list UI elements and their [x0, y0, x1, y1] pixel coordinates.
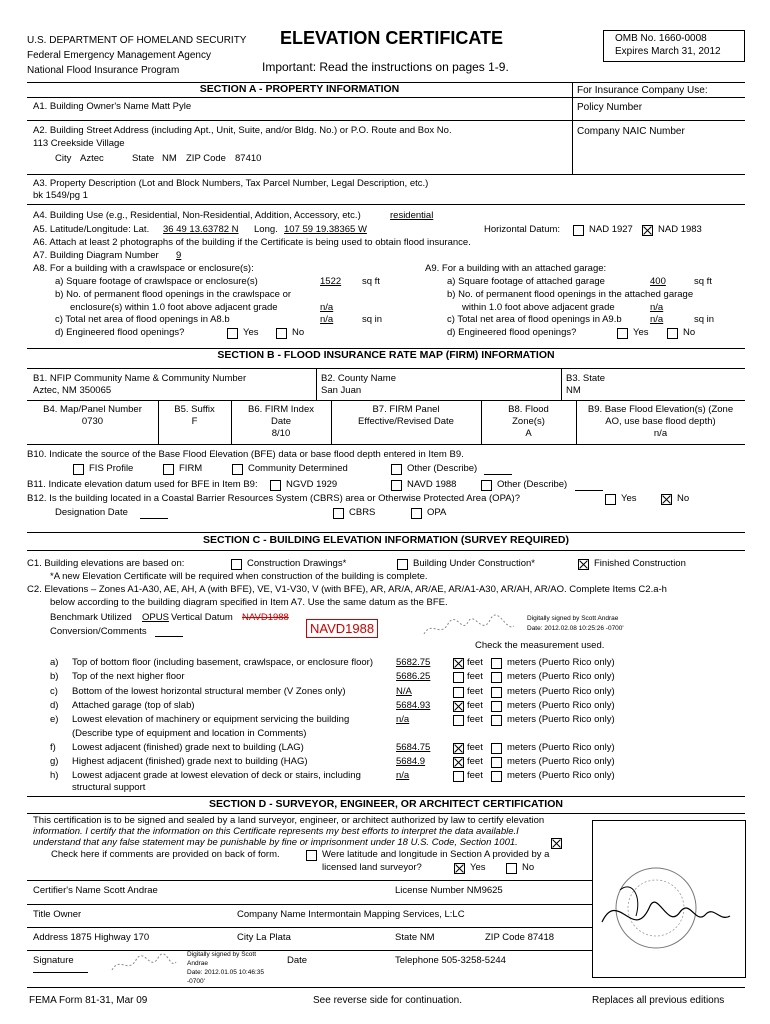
c2-row-feet-checkbox[interactable] [453, 743, 464, 754]
latlong-no-label: No [522, 862, 535, 873]
a9a-value[interactable]: 400 [650, 276, 666, 287]
c2-row-meters-label: meters (Puerto Rico only) [507, 714, 615, 725]
c2-row-feet-checkbox[interactable] [453, 687, 464, 698]
continuation-note: See reverse side for continuation. [313, 995, 462, 1006]
signature-label: Signature [33, 955, 74, 966]
b8-value[interactable]: A [525, 428, 532, 439]
other-describe-checkbox[interactable] [391, 464, 402, 475]
surveyor-seal-signature [596, 826, 742, 972]
b4-value[interactable]: 0730 [81, 416, 104, 427]
c2-row-key: g) [50, 756, 59, 767]
a8d-yes-checkbox[interactable] [227, 328, 238, 339]
b3-label: B3. State [566, 373, 606, 384]
c2-row-feet-label: feet [467, 686, 483, 697]
signature-meta-4: -0700' [187, 978, 205, 985]
c2-row-meters-label: meters (Puerto Rico only) [507, 671, 615, 682]
c2-row-feet-checkbox[interactable] [453, 658, 464, 669]
latlong-yes-checkbox[interactable] [454, 863, 465, 874]
c2-row-key: e) [50, 714, 59, 725]
c2-row-meters-checkbox[interactable] [491, 715, 502, 726]
c2-row-feet-label: feet [467, 671, 483, 682]
c2-row-meters-checkbox[interactable] [491, 743, 502, 754]
agency-line-3: National Flood Insurance Program [27, 65, 180, 76]
section-d-title: SECTION D - SURVEYOR, ENGINEER, OR ARCHITECT CERTIFICATION [209, 798, 563, 810]
instructions-note: Important: Read the instructions on pages 1-9. [262, 60, 509, 74]
agency-line-2: Federal Emergency Management Agency [27, 50, 211, 61]
c2-row-meters-checkbox[interactable] [491, 687, 502, 698]
c2-row-label: Bottom of the lowest horizontal structural member (V Zones only) [72, 686, 346, 697]
certifier-address[interactable]: Address 1875 Highway 170 [33, 932, 150, 943]
a3-label: A3. Property Description (Lot and Block Numbers, Tax Parcel Number, Legal Description, etc.) [33, 178, 429, 189]
b5-value[interactable]: F [191, 416, 198, 427]
c2-row-feet-checkbox[interactable] [453, 771, 464, 782]
a8d-label: d) Engineered flood openings? [55, 327, 185, 338]
b1-value[interactable]: Aztec, NM 350065 [33, 385, 112, 396]
c2e-note: (Describe type of equipment and location in Comments) [72, 728, 307, 739]
c2-row-meters-label: meters (Puerto Rico only) [507, 742, 615, 753]
b11-label: B11. Indicate elevation datum used for BFE in Item B9: [27, 479, 258, 490]
c2-row-key: d) [50, 700, 59, 711]
naic-number-field[interactable]: Company NAIC Number [577, 126, 685, 137]
c2-row-meters-label: meters (Puerto Rico only) [507, 756, 615, 767]
b4-label: B4. Map/Panel Number [43, 404, 142, 415]
firm-label: FIRM [179, 463, 203, 474]
a2-label: A2. Building Street Address (including Apt., Unit, Suite, and/or Bldg. No.) or P.O. Route and Box No. [33, 125, 452, 136]
a5-label: A5. Latitude/Longitude: Lat. [33, 224, 150, 235]
c1-note: *A new Elevation Certificate will be required when construction of the building is complete. [50, 571, 428, 582]
c2-row-value[interactable]: N/A [396, 686, 412, 697]
b2-label: B2. County Name [321, 373, 396, 384]
c2-row-value[interactable]: 5682.75 [396, 657, 431, 668]
a9d-label: d) Engineered flood openings? [447, 327, 577, 338]
c2-row-key: f) [50, 742, 56, 753]
benchmark-value[interactable]: OPUS [142, 612, 169, 623]
certifier-title[interactable]: Title Owner [33, 909, 82, 920]
policy-number-field[interactable]: Policy Number [577, 102, 643, 113]
a2-city-label: City [55, 153, 72, 164]
c2-row-feet-label: feet [467, 742, 483, 753]
c2-label-2: below according to the building diagram specified in Item A7. Use the same datum as the BFE. [50, 597, 448, 608]
certifier-city[interactable]: City La Plata [237, 932, 291, 943]
ngvd1929-checkbox[interactable] [270, 480, 281, 491]
cert-text-2: information. I certify that the information on this Certificate represents my best efforts to interpret the data available.I [33, 826, 519, 837]
cbrs-label: CBRS [349, 507, 376, 518]
cbrs-checkbox[interactable] [333, 508, 344, 519]
community-determined-label: Community Determined [248, 463, 348, 474]
other-datum-checkbox[interactable] [481, 480, 492, 491]
form-number: FEMA Form 81-31, Mar 09 [29, 995, 148, 1006]
conversion-comments-label: Conversion/Comments [50, 626, 147, 637]
navd1988-checkbox[interactable] [391, 480, 402, 491]
b12-yes-label: Yes [621, 493, 637, 504]
c2-row-meters-checkbox[interactable] [491, 658, 502, 669]
a8a-value[interactable]: 1522 [320, 276, 342, 287]
b2-value[interactable]: San Juan [321, 385, 362, 396]
a9b-value[interactable]: n/a [650, 302, 664, 313]
a4-label: A4. Building Use (e.g., Residential, Non-Residential, Addition, Accessory, etc.) [33, 210, 361, 221]
c2-row-label: Highest adjacent (finished) grade next to building (HAG) [72, 756, 308, 767]
a8b-value[interactable]: n/a [320, 302, 334, 313]
a7-label: A7. Building Diagram Number [33, 250, 159, 261]
a9c-value[interactable]: n/a [650, 314, 664, 325]
vertical-datum-label: Vertical Datum [171, 612, 233, 623]
c2-row-value[interactable]: 5684.93 [396, 700, 431, 711]
b12-yes-checkbox[interactable] [605, 494, 616, 505]
b6-value[interactable]: 8/10 [271, 428, 291, 439]
a6-label: A6. Attach at least 2 photographs of the building if the Certificate is being used to obtain flood insurance. [33, 237, 471, 248]
designation-date-label: Designation Date [55, 507, 128, 518]
other-describe-label: Other (Describe) [407, 463, 478, 474]
latlong-no-checkbox[interactable] [506, 863, 517, 874]
digital-signature-line-1: Digitally signed by Scott Andrae [527, 615, 619, 622]
a5-datum-label: Horizontal Datum: [484, 224, 561, 235]
navd1988-label: NAVD 1988 [407, 479, 457, 490]
c2-row-value[interactable]: 5684.9 [396, 756, 426, 767]
surveyor-signature-scribble [420, 612, 520, 642]
form-title: ELEVATION CERTIFICATE [280, 28, 503, 48]
comments-check-label: Check here if comments are provided on back of form. [51, 849, 280, 860]
telephone[interactable]: Telephone 505-3258-5244 [395, 955, 506, 966]
a8a-unit: sq ft [362, 276, 380, 287]
b10-label: B10. Indicate the source of the Base Flood Elevation (BFE) data or base flood depth entered in Item B9. [27, 449, 464, 460]
cert-text-1: This certification is to be signed and sealed by a land surveyor, engineer, or architect authorized by law to certify elevation [33, 815, 545, 826]
a3-value[interactable]: bk 1549/pg 1 [33, 190, 88, 201]
c2-row-feet-checkbox[interactable] [453, 715, 464, 726]
signature-scribble [108, 950, 180, 980]
a8d-yes-label: Yes [243, 327, 259, 338]
a5-long-label: Long. [254, 224, 278, 235]
a5-longitude[interactable]: 107 59 19.38365 W [284, 224, 367, 235]
c2-row-feet-checkbox[interactable] [453, 701, 464, 712]
nad1927-label: NAD 1927 [589, 224, 633, 235]
b9-value[interactable]: n/a [653, 428, 668, 439]
a8c-unit: sq in [362, 314, 383, 325]
a9d-no-label: No [683, 327, 696, 338]
c2-row-label: Top of bottom floor (including basement, crawlspace, or enclosure floor) [72, 657, 373, 668]
c2-row-label: Top of the next higher floor [72, 671, 185, 682]
fis-profile-label: FIS Profile [89, 463, 134, 474]
fis-profile-checkbox[interactable] [73, 464, 84, 475]
c2-row-feet-label: feet [467, 756, 483, 767]
signature-meta-1: Digitally signed by Scott [187, 951, 257, 958]
c2-row-value[interactable]: 5686.25 [396, 671, 431, 682]
latlong-question-2: licensed land surveyor? [322, 862, 422, 873]
b7-label-2: Effective/Revised Date [358, 416, 454, 427]
latlong-yes-label: Yes [470, 862, 486, 873]
c2-row-feet-label: feet [467, 770, 483, 781]
b6-label-2: Date [270, 416, 292, 427]
finished-construction-checkbox[interactable] [578, 559, 589, 570]
b12-no-label: No [677, 493, 690, 504]
section-a-title: SECTION A - PROPERTY INFORMATION [199, 83, 400, 95]
a2-zip[interactable]: 87410 [235, 153, 262, 164]
c2-row-value[interactable]: n/a [396, 770, 410, 781]
date-label: Date [287, 955, 308, 966]
c2-row-label: Lowest adjacent grade at lowest elevation of deck or stairs, including [72, 770, 361, 781]
a9b-label-1: b) No. of permanent flood openings in the attached garage [447, 289, 694, 300]
certifier-state[interactable]: State NM [395, 932, 435, 943]
a9c-label: c) Total net area of flood openings in A9.b [447, 314, 622, 325]
a5-latitude[interactable]: 36 49 13.63782 N [163, 224, 239, 235]
c2-row-value[interactable]: n/a [396, 714, 410, 725]
construction-drawings-label: Construction Drawings* [247, 558, 347, 569]
c2-row-key: a) [50, 657, 59, 668]
license-number[interactable]: License Number NM9625 [395, 885, 503, 896]
b12-label: B12. Is the building located in a Coastal Barrier Resources System (CBRS) area or Otherwise Protected Area (OPA)? [27, 493, 520, 504]
firm-checkbox[interactable] [163, 464, 174, 475]
a9a-label: a) Square footage of attached garage [447, 276, 605, 287]
b12-no-checkbox[interactable] [661, 494, 672, 505]
a8d-no-checkbox[interactable] [276, 328, 287, 339]
b1-label: B1. NFIP Community Name & Community Number [33, 373, 247, 384]
nad1983-checkbox[interactable] [642, 225, 653, 236]
certifier-zip[interactable]: ZIP Code 87418 [485, 932, 555, 943]
digital-signature-line-2: Date: 2012.02.08 10:25:26 -0700' [527, 625, 624, 632]
b5-label: B5. Suffix [174, 404, 215, 415]
benchmark-label: Benchmark Utilized [50, 612, 132, 623]
comments-checkbox[interactable] [306, 850, 317, 861]
a8a-label: a) Square footage of crawlspace or enclosure(s) [55, 276, 258, 287]
c2-row-feet-label: feet [467, 657, 483, 668]
c2-label-1: C2. Elevations – Zones A1-A30, AE, AH, A (with BFE), VE, V1-V30, V (with BFE), AR, AR/A, AR/AE, AR/A1-A30, AR/AH, AR/AO. Complete Items C2.a-h [27, 584, 667, 595]
cert-acknowledge-checkbox[interactable] [551, 838, 562, 849]
insurance-use-label: For Insurance Company Use: [577, 85, 708, 96]
c2-row-label: Lowest adjacent (finished) grade next to building (LAG) [72, 742, 304, 753]
c2-row-feet-label: feet [467, 700, 483, 711]
c2-row-feet-label: feet [467, 714, 483, 725]
agency-line-1: U.S. DEPARTMENT OF HOMELAND SECURITY [27, 35, 247, 46]
c1-label: C1. Building elevations are based on: [27, 558, 185, 569]
c2-row-meters-label: meters (Puerto Rico only) [507, 770, 615, 781]
community-determined-checkbox[interactable] [232, 464, 243, 475]
a4-value[interactable]: residential [390, 210, 434, 221]
check-measurement-label: Check the measurement used. [475, 640, 605, 651]
building-under-construction-checkbox[interactable] [397, 559, 408, 570]
section-c-title: SECTION C - BUILDING ELEVATION INFORMATION (SURVEY REQUIRED) [203, 534, 569, 546]
c2-row-meters-label: meters (Puerto Rico only) [507, 657, 615, 668]
b8-label-2: Zone(s) [512, 416, 545, 427]
signature-meta-2: Andrae [187, 960, 208, 967]
c2-row-meters-checkbox[interactable] [491, 701, 502, 712]
c2-row-meters-checkbox[interactable] [491, 672, 502, 683]
section-b-title: SECTION B - FLOOD INSURANCE RATE MAP (FIRM) INFORMATION [217, 349, 555, 361]
latlong-question-1: Were latitude and longitude in Section A provided by a [322, 849, 550, 860]
c2-row-feet-checkbox[interactable] [453, 672, 464, 683]
c2-row-label: Lowest elevation of machinery or equipment servicing the building [72, 714, 350, 725]
c2-row-key: h) [50, 770, 59, 781]
a2-city[interactable]: Aztec [80, 153, 104, 164]
construction-drawings-checkbox[interactable] [231, 559, 242, 570]
a7-value[interactable]: 9 [176, 250, 182, 261]
opa-label: OPA [427, 507, 447, 518]
c2-row-meters-label: meters (Puerto Rico only) [507, 700, 615, 711]
a9a-unit: sq ft [694, 276, 712, 287]
ngvd1929-label: NGVD 1929 [286, 479, 338, 490]
cert-text-3: understand that any false statement may be punishable by fine or imprisonment under 18 U.S. Code, Section 1001. [33, 837, 518, 848]
nad1927-checkbox[interactable] [573, 225, 584, 236]
building-under-construction-label: Building Under Construction* [413, 558, 535, 569]
a2-zip-label: ZIP Code [186, 153, 226, 164]
a8c-label: c) Total net area of flood openings in A8.b [55, 314, 230, 325]
c2-row-meters-checkbox[interactable] [491, 757, 502, 768]
b9-label-2: AO, use base flood depth) [605, 416, 716, 427]
finished-construction-label: Finished Construction [594, 558, 686, 569]
a8-label: A8. For a building with a crawlspace or enclosure(s): [33, 263, 254, 274]
a2-address[interactable]: 113 Creekside Village [33, 138, 125, 149]
b6-label-1: B6. FIRM Index [248, 404, 314, 415]
signature-meta-3: Date: 2012.01.05 10:46:35 [187, 969, 264, 976]
a2-state[interactable]: NM [162, 153, 177, 164]
vertical-datum-struck: NAVD1988 [242, 612, 289, 623]
a2-state-label: State [132, 153, 155, 164]
c2-row-key: b) [50, 671, 59, 682]
certifier-name[interactable]: Certifier's Name Scott Andrae [33, 885, 158, 896]
c2-row-meters-checkbox[interactable] [491, 771, 502, 782]
c2-row-feet-checkbox[interactable] [453, 757, 464, 768]
a9c-unit: sq in [694, 314, 715, 325]
other-datum-label: Other (Describe) [497, 479, 568, 490]
a8d-no-label: No [292, 327, 305, 338]
a9b-label-2: within 1.0 foot above adjacent grade [462, 302, 615, 313]
omb-number: OMB No. 1660-0008 [615, 33, 707, 44]
a8c-value[interactable]: n/a [320, 314, 334, 325]
opa-checkbox[interactable] [411, 508, 422, 519]
replaces-note: Replaces all previous editions [592, 995, 725, 1006]
a9d-yes-label: Yes [633, 327, 649, 338]
c2-row-label: Attached garage (top of slab) [72, 700, 195, 711]
c2-row-key: c) [50, 686, 58, 697]
a1-owner-name[interactable]: A1. Building Owner's Name Matt Pyle [33, 101, 192, 112]
nad1983-label: NAD 1983 [658, 224, 702, 235]
a9-label: A9. For a building with an attached garage: [425, 263, 607, 274]
c2h-note: structural support [72, 782, 146, 793]
vertical-datum-value[interactable]: NAVD1988 [306, 619, 378, 638]
a8b-label-2: enclosure(s) within 1.0 foot above adjacent grade [70, 302, 278, 313]
a9d-yes-checkbox[interactable] [617, 328, 628, 339]
b3-value[interactable]: NM [566, 385, 581, 396]
b8-label-1: B8. Flood [508, 404, 549, 415]
c2-row-value[interactable]: 5684.75 [396, 742, 431, 753]
b7-label-1: B7. FIRM Panel [372, 404, 440, 415]
a8b-label-1: b) No. of permanent flood openings in the crawlspace or [55, 289, 292, 300]
c2-row-meters-label: meters (Puerto Rico only) [507, 686, 615, 697]
company-name[interactable]: Company Name Intermontain Mapping Services, L:LC [237, 909, 465, 920]
b9-label-1: B9. Base Flood Elevation(s) (Zone [587, 404, 734, 415]
omb-expiry: Expires March 31, 2012 [615, 46, 721, 57]
a9d-no-checkbox[interactable] [667, 328, 678, 339]
